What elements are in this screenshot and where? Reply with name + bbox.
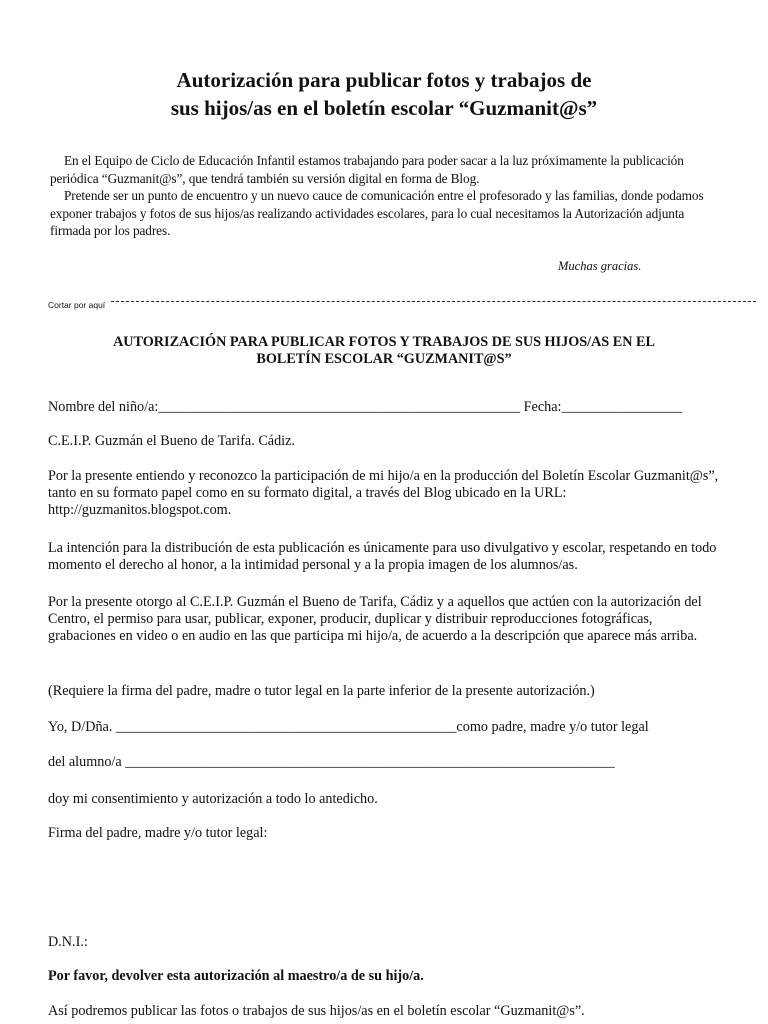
cut-line — [48, 296, 756, 310]
document-title — [0, 66, 768, 122]
form-title-line-1: AUTORIZACIÓN PARA PUBLICAR FOTOS Y TRABAJOS DE SUS HIJOS/AS EN EL — [113, 334, 655, 350]
participation-paragraph: Por la presente entiendo y reconozco la participación de mi hijo/a en la producción del Boletín Escolar Guzmanit@s”, tanto en su formato papel como en su formato digital, a través del Blog ubicado en la URL: http://guzmanitos.blogspot.com. — [48, 468, 719, 519]
purpose-paragraph: La intención para la distribución de esta publicación es únicamente para uso divulgativo y escolar, respetando en todo momento el derecho al honor, a la intimidad personal y a la propia imagen de los alumnos/as. — [48, 540, 717, 574]
intro-paragraph-2: Pretende ser un punto de encuentro y un nuevo cauce de comunicación entre el profesorado y las familias, donde podamos exponer trabajos y fotos de sus hijos/as realizando actividades escolares, para lo cual necesitamos la Autorización adjunta firmada por los padres. — [50, 188, 704, 239]
title-line-2: sus hijos/as en el boletín escolar “Guzmanit@s” — [170, 96, 598, 120]
intro-paragraph-1: En el Equipo de Ciclo de Educación Infantil estamos trabajando para poder sacar a la luz próximamente la publicación periódica “Guzmanit@s”, que tendrá también su versión digital en forma de Blog. — [50, 153, 684, 186]
thanks-note: Muchas gracias. — [558, 259, 642, 273]
dashed-cut-line — [111, 301, 756, 302]
return-instruction: Por favor, devolver esta autorización al maestro/a de su hijo/a. — [48, 968, 424, 984]
consent-statement: doy mi consentimiento y autorización a todo lo antedicho. — [48, 791, 378, 807]
signature-label: Firma del padre, madre y/o tutor legal: — [48, 825, 268, 841]
cut-label: Cortar por aquí — [48, 300, 106, 310]
closing-note: Así podremos publicar las fotos o trabajos de sus hijos/as en el boletín escolar “Guzmanit@s”. — [48, 1003, 585, 1019]
signature-requirement-note: (Requiere la firma del padre, madre o tutor legal en la parte inferior de la presente autorización.) — [48, 683, 595, 699]
form-title — [60, 334, 708, 368]
student-name-row: del alumno/a _____________________________________________________________________ — [48, 754, 615, 770]
child-name-date-row: Nombre del niño/a:___________________________________________________ Fecha:_________________ — [48, 399, 683, 415]
intro-text — [50, 152, 718, 240]
permission-paragraph: Por la presente otorgo al C.E.I.P. Guzmán el Bueno de Tarifa, Cádiz y a aquellos que actúen con la autorización del Centro, el permiso para usar, publicar, exponer, producir, duplicar y distribuir reproducciones fotográficas, grabaciones en video o en audio en las que participa mi hijo/a, de acuerdo a la descripción que aparece más arriba. — [48, 594, 702, 645]
guardian-name-row: Yo, D/Dña. ________________________________________________como padre, madre y/o tutor legal — [48, 719, 649, 735]
dni-label: D.N.I.: — [48, 934, 88, 950]
title-line-1: Autorización para publicar fotos y trabajos de — [176, 68, 592, 92]
school-name: C.E.I.P. Guzmán el Bueno de Tarifa. Cádiz. — [48, 433, 295, 449]
form-title-line-2: BOLETÍN ESCOLAR “GUZMANIT@S” — [256, 351, 512, 367]
